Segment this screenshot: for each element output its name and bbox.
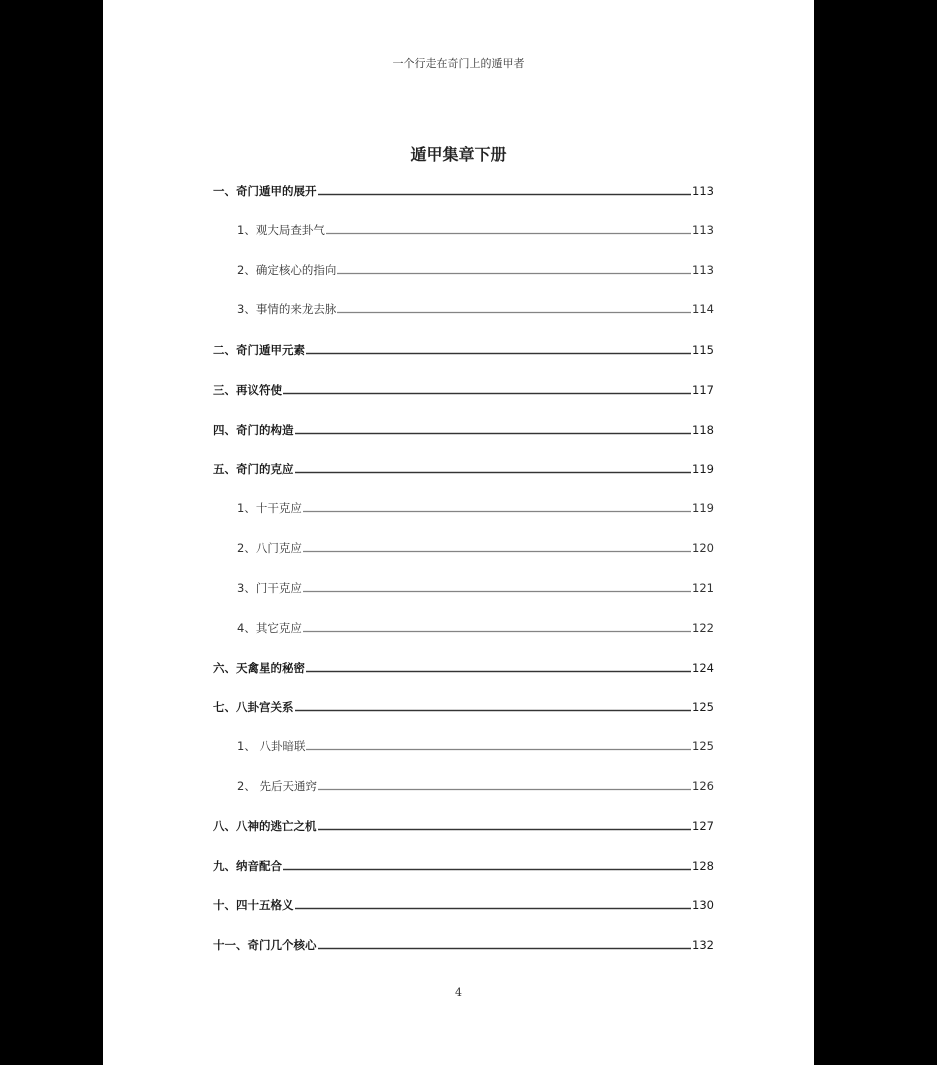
dot-leader [306, 670, 691, 673]
page-number: 4 [455, 986, 462, 999]
toc-entry[interactable] [237, 620, 714, 636]
dot-leader [295, 432, 692, 435]
toc-entry[interactable] [237, 778, 714, 794]
toc-title: 遁甲集章下册 [410, 145, 507, 164]
toc-entry[interactable] [237, 540, 714, 556]
toc-entry[interactable] [213, 660, 714, 676]
toc-entry-label: 2、确定核心的指向 [237, 263, 337, 277]
dot-leader [337, 311, 691, 314]
toc-entry-label: 三、再议符使 [213, 383, 282, 397]
dot-leader [326, 232, 691, 235]
toc-entry[interactable] [237, 738, 714, 754]
toc-entry-page: 124 [692, 661, 714, 675]
toc-entry-label: 六、天禽星的秘密 [213, 661, 305, 675]
toc-entry-label: 1、十干克应 [237, 501, 302, 515]
toc-entry-label: 八、八神的逃亡之机 [213, 819, 317, 833]
toc-entry-label: 一、奇门遁甲的展开 [213, 184, 317, 198]
toc-entry-label: 3、事情的来龙去脉 [237, 302, 337, 316]
toc-entry-label: 3、门干克应 [237, 581, 302, 595]
toc-entry-label: 五、奇门的克应 [213, 462, 294, 476]
toc-entry-page: 113 [692, 184, 714, 198]
toc-entry-label: 四、奇门的构造 [213, 423, 294, 437]
toc-entry-page: 127 [692, 819, 714, 833]
toc-entry-page: 120 [692, 541, 714, 555]
toc-entry[interactable] [213, 818, 714, 834]
dot-leader [306, 352, 691, 355]
dot-leader [303, 630, 691, 633]
toc-entry[interactable] [237, 222, 714, 238]
toc-entry[interactable] [237, 580, 714, 596]
toc-entry-page: 125 [692, 700, 714, 714]
toc-entry-label: 4、其它克应 [237, 621, 302, 635]
toc-entry[interactable] [213, 382, 714, 398]
toc-entry-label: 七、八卦宫关系 [213, 700, 294, 714]
toc-entry[interactable] [213, 183, 714, 199]
table-of-contents [103, 0, 814, 1065]
toc-entry[interactable] [213, 699, 714, 715]
toc-entry-label: 二、奇门遁甲元素 [213, 343, 305, 357]
toc-entry[interactable] [213, 422, 714, 438]
dot-leader [303, 590, 691, 593]
toc-entry-page: 117 [692, 383, 714, 397]
running-header: 一个行走在奇门上的遁甲者 [392, 57, 525, 70]
toc-entry-page: 128 [692, 859, 714, 873]
toc-entry-page: 113 [692, 263, 714, 277]
dot-leader [295, 907, 692, 910]
toc-entry-page: 122 [692, 621, 714, 635]
toc-entry-label: 九、纳音配合 [213, 859, 282, 873]
toc-entry[interactable] [237, 262, 714, 278]
toc-entry-label: 十、四十五格义 [213, 898, 294, 912]
dot-leader [283, 868, 691, 871]
toc-entry[interactable] [213, 461, 714, 477]
toc-entry-label: 1、观大局查卦气 [237, 223, 325, 237]
toc-entry-page: 119 [692, 501, 714, 515]
toc-entry-label: 2、八门克应 [237, 541, 302, 555]
toc-entry-label: 2、 先后天通窍 [237, 779, 317, 793]
toc-entry-label: 1、 八卦暗联 [237, 739, 306, 753]
toc-entry[interactable] [213, 897, 714, 913]
dot-leader [306, 748, 691, 751]
toc-entry[interactable] [237, 301, 714, 317]
dot-leader [318, 828, 692, 831]
toc-entry-page: 113 [692, 223, 714, 237]
toc-entry[interactable] [213, 858, 714, 874]
dot-leader [295, 471, 692, 474]
dot-leader [283, 392, 691, 395]
toc-entry-page: 121 [692, 581, 714, 595]
toc-entry-page: 126 [692, 779, 714, 793]
document-page [103, 0, 814, 1065]
toc-entry[interactable] [213, 342, 714, 358]
dot-leader [295, 709, 692, 712]
dot-leader [318, 788, 691, 791]
dot-leader [303, 510, 691, 513]
toc-entry-page: 132 [692, 938, 714, 952]
toc-entry-page: 119 [692, 462, 714, 476]
dot-leader [318, 193, 692, 196]
dot-leader [337, 272, 691, 275]
toc-entry-page: 114 [692, 302, 714, 316]
toc-entry-page: 125 [692, 739, 714, 753]
toc-entry[interactable] [213, 937, 714, 953]
dot-leader [318, 947, 692, 950]
toc-entry[interactable] [237, 500, 714, 516]
toc-entry-page: 118 [692, 423, 714, 437]
toc-entry-label: 十一、奇门几个核心 [213, 938, 317, 952]
dot-leader [303, 550, 691, 553]
toc-entry-page: 130 [692, 898, 714, 912]
toc-entry-page: 115 [692, 343, 714, 357]
